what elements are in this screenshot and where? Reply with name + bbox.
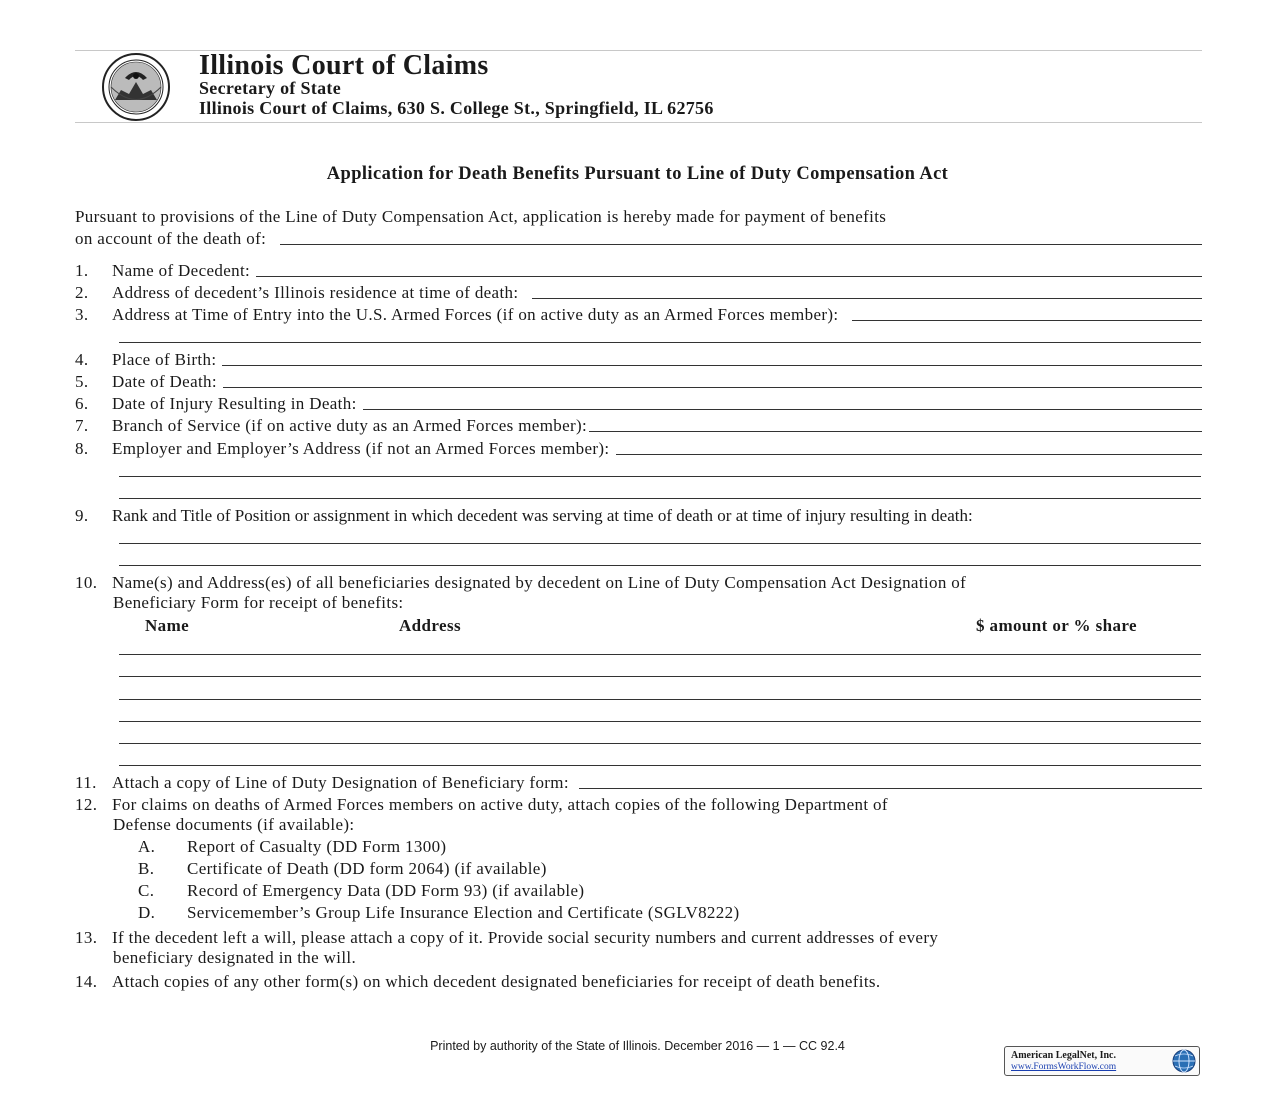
item-10-continued: Beneficiary Form for receipt of benefits:	[113, 593, 404, 612]
branch-of-service-field[interactable]	[589, 431, 1202, 432]
item-number: 1.	[75, 261, 89, 280]
item-12-continued: Defense documents (if available):	[113, 815, 355, 834]
item-1	[75, 259, 1202, 281]
item-label: Address of decedent’s Illinois residence at time of death:	[112, 283, 519, 302]
item-label: Attach a copy of Line of Duty Designation of Beneficiary form:	[112, 773, 569, 792]
item-number: 9.	[75, 506, 89, 525]
form-title: Application for Death Benefits Pursuant to Line of Duty Compensation Act	[326, 164, 949, 184]
item-number: 2.	[75, 283, 89, 302]
state-seal-icon	[85, 52, 187, 122]
date-of-death-field[interactable]	[223, 387, 1202, 388]
item-number: 8.	[75, 439, 89, 458]
item-label: If the decedent left a will, please attach a copy of it. Provide social security numbers and current addresses of every	[112, 928, 939, 947]
employer-field-2[interactable]	[119, 476, 1201, 477]
item-label: Address at Time of Entry into the U.S. Armed Forces (if on active duty as an Armed Forces member):	[112, 305, 839, 324]
designation-form-field[interactable]	[579, 788, 1202, 789]
item-14	[75, 970, 1202, 992]
armed-forces-address-field[interactable]	[852, 320, 1202, 321]
employer-field[interactable]	[616, 454, 1202, 455]
decedent-name-field[interactable]	[256, 276, 1202, 277]
item-label: Rank and Title of Position or assignment in which decedent was serving at time of death or at time of injury resulting in death:	[112, 506, 973, 525]
document-text: Certificate of Death (DD form 2064) (if available)	[187, 859, 547, 878]
document-letter: C.	[138, 881, 155, 900]
item-label: Place of Birth:	[112, 350, 217, 369]
item-2	[75, 281, 1202, 303]
rank-title-field-2[interactable]	[119, 565, 1201, 566]
legalnet-badge[interactable]	[1004, 1046, 1200, 1076]
beneficiary-row[interactable]	[119, 743, 1201, 744]
decedent-field[interactable]	[280, 244, 1202, 245]
item-10	[75, 571, 1202, 593]
document-text: Servicemember’s Group Life Insurance Election and Certificate (SGLV8222)	[187, 903, 740, 922]
item-number: 5.	[75, 372, 89, 391]
document-letter: D.	[138, 903, 156, 922]
beneficiary-row[interactable]	[119, 699, 1201, 700]
item-label: For claims on deaths of Armed Forces members on active duty, attach copies of the following Department of	[112, 795, 888, 814]
item-label: Date of Death:	[112, 372, 217, 391]
item-number: 13.	[75, 928, 98, 947]
court-address: Illinois Court of Claims, 630 S. College St., Springfield, IL 62756	[199, 98, 714, 118]
beneficiary-row[interactable]	[119, 721, 1201, 722]
court-name: Illinois Court of Claims	[199, 50, 489, 81]
item-13-continued: beneficiary designated in the will.	[113, 948, 357, 967]
item-number: 4.	[75, 350, 89, 369]
column-header-share: $ amount or % share	[976, 616, 1137, 635]
column-header-name: Name	[145, 616, 190, 635]
footer-text: Printed by authority of the State of Illinois. December 2016 — 1 — CC 92.4	[430, 1039, 845, 1053]
intro-line	[75, 205, 1202, 227]
date-of-injury-field[interactable]	[363, 409, 1202, 410]
intro-text-2: on account of the death of:	[75, 229, 267, 248]
globe-icon	[1171, 1048, 1197, 1074]
office-name: Secretary of State	[199, 78, 342, 98]
item-label: Employer and Employer’s Address (if not an Armed Forces member):	[112, 439, 610, 458]
item-11	[75, 771, 1202, 793]
item-number: 7.	[75, 416, 89, 435]
employer-field-3[interactable]	[119, 498, 1201, 499]
item-13	[75, 926, 1202, 948]
item-6	[75, 392, 1202, 414]
item-label: Attach copies of any other form(s) on which decedent designated beneficiaries for receipt of death benefits.	[112, 972, 881, 991]
document-letter: A.	[138, 837, 156, 856]
item-9	[75, 504, 1202, 526]
badge-url-link[interactable]: www.FormsWorkFlow.com	[1011, 1062, 1117, 1072]
item-3	[75, 303, 1202, 325]
item-12	[75, 793, 1202, 815]
item-label: Name of Decedent:	[112, 261, 251, 280]
document-text: Report of Casualty (DD Form 1300)	[187, 837, 447, 856]
header-bottom-rule	[75, 122, 1202, 123]
item-label: Branch of Service (if on active duty as an Armed Forces member):	[112, 416, 588, 435]
column-header-address: Address	[399, 616, 462, 635]
place-of-birth-field[interactable]	[222, 365, 1202, 366]
item-8	[75, 437, 1202, 459]
item-label: Date of Injury Resulting in Death:	[112, 394, 357, 413]
item-number: 10.	[75, 573, 98, 592]
rank-title-field[interactable]	[119, 543, 1201, 544]
item-number: 14.	[75, 972, 98, 991]
item-7	[75, 414, 1202, 436]
item-5	[75, 370, 1202, 392]
item-4	[75, 348, 1202, 370]
item-number: 3.	[75, 305, 89, 324]
item-number: 11.	[75, 773, 97, 792]
beneficiary-row[interactable]	[119, 676, 1201, 677]
item-number: 6.	[75, 394, 89, 413]
document-text: Record of Emergency Data (DD Form 93) (if available)	[187, 881, 585, 900]
intro-line-2	[75, 227, 1202, 249]
item-label: Name(s) and Address(es) of all beneficiaries designated by decedent on Line of Duty Compensation Act Designation of	[112, 573, 967, 592]
armed-forces-address-field-2[interactable]	[119, 342, 1201, 343]
beneficiary-row[interactable]	[119, 765, 1201, 766]
badge-company: American LegalNet, Inc.	[1011, 1050, 1116, 1061]
intro-text: Pursuant to provisions of the Line of Duty Compensation Act, application is hereby made for payment of benefits	[75, 207, 887, 226]
item-number: 12.	[75, 795, 98, 814]
beneficiary-row[interactable]	[119, 654, 1201, 655]
illinois-residence-field[interactable]	[532, 298, 1202, 299]
document-letter: B.	[138, 859, 155, 878]
